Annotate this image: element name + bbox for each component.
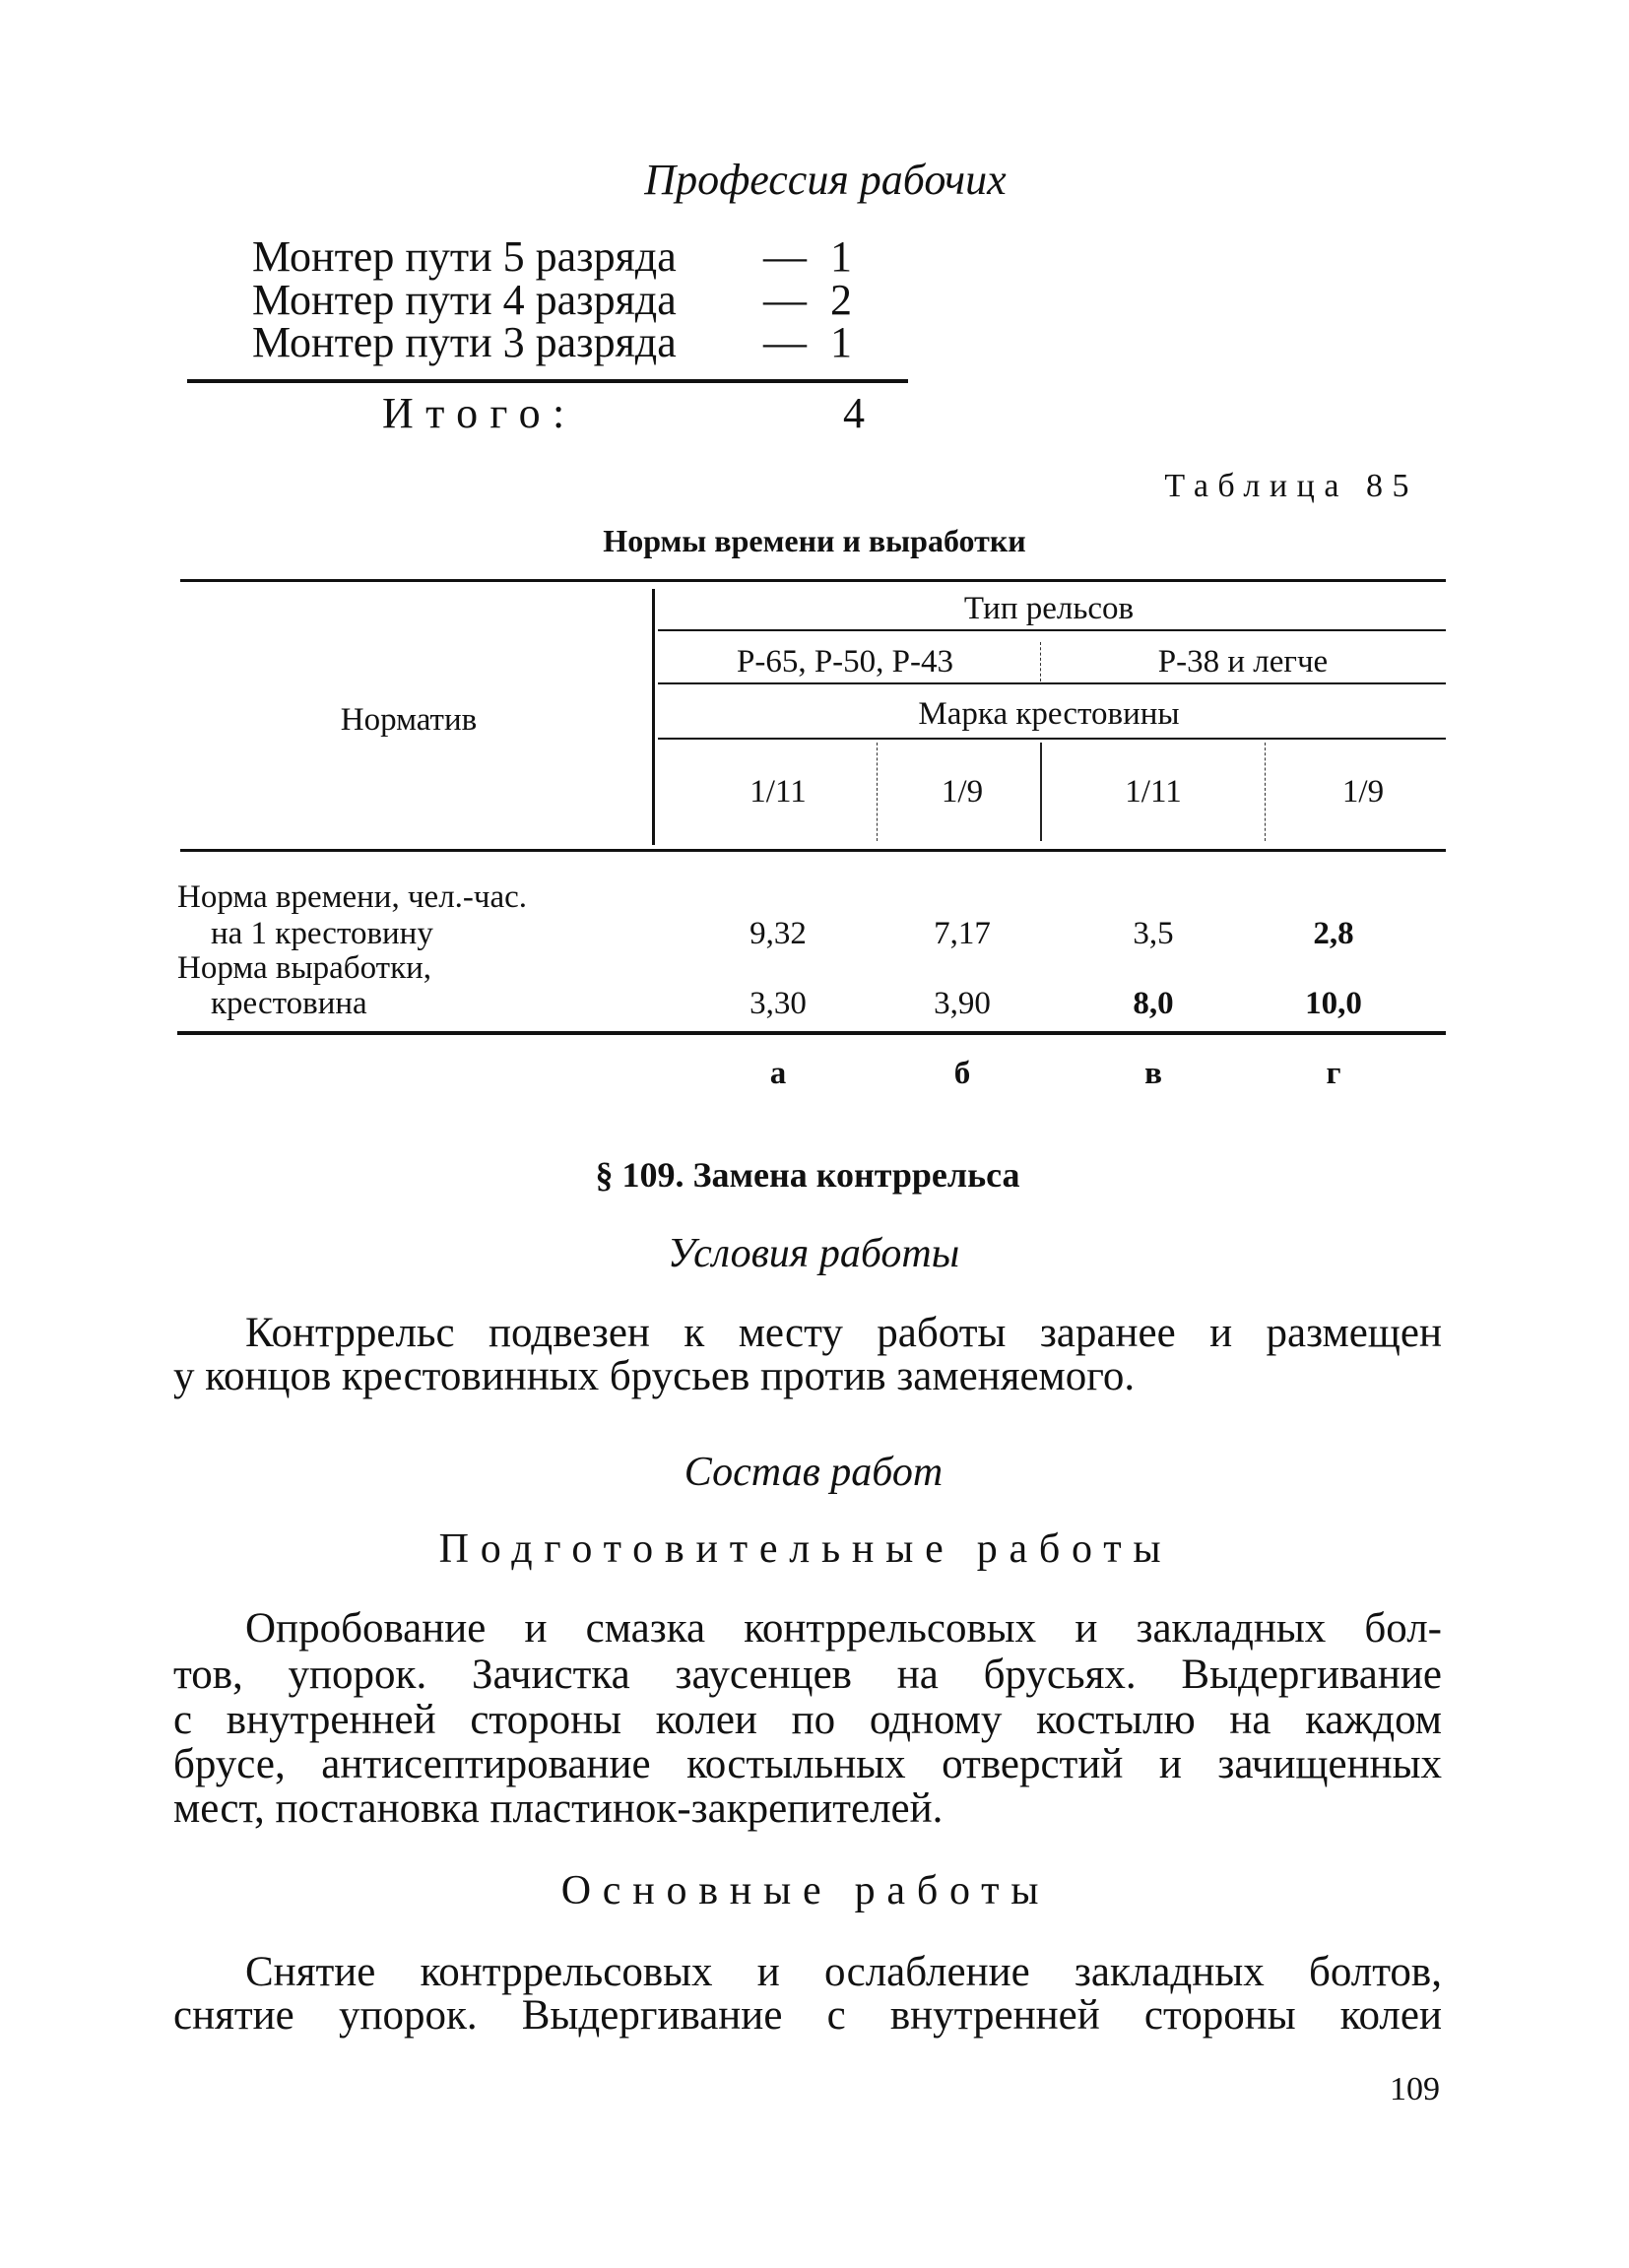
paragraph-line: брусе, антисептирование костыльных отверстий и зачищенных xyxy=(173,1741,1442,1787)
paragraph-line: мест, постановка пластинок-закрепителей. xyxy=(173,1785,944,1832)
cell: 3,5 xyxy=(1133,916,1174,951)
header-mark: 1/9 xyxy=(1341,774,1385,810)
crew-title: Профессия рабочих xyxy=(644,156,1007,204)
paragraph-line: Опробование и смазка контррельсовых и закладных бол- xyxy=(245,1605,1442,1652)
rule xyxy=(1265,743,1266,841)
main-works-title: Основные работы xyxy=(560,1868,1051,1913)
crew-row-count: 2 xyxy=(830,276,852,324)
row-label: крестовина xyxy=(211,986,367,1021)
section-heading: § 109. Замена контррельса xyxy=(595,1155,1020,1195)
row-label: Норма выработки, xyxy=(177,950,432,986)
rule xyxy=(1040,743,1042,841)
paragraph-line: с внутренней стороны колеи по одному костылю на каждом xyxy=(173,1697,1442,1743)
cell: 2,8 xyxy=(1313,916,1354,951)
cell: 8,0 xyxy=(1133,986,1174,1021)
table-top-rule xyxy=(180,579,1446,582)
rule xyxy=(877,743,878,841)
rule xyxy=(658,629,1446,631)
row-label: на 1 крестовину xyxy=(211,916,433,951)
rule xyxy=(658,738,1446,740)
crew-row-dash: — xyxy=(763,232,807,281)
paragraph-line: тов, упорок. Зачистка заусенцев на брусьях. Выдергивание xyxy=(173,1652,1442,1698)
column-letter: в xyxy=(1144,1056,1162,1091)
table-header-divider xyxy=(652,589,655,845)
rule xyxy=(1040,642,1041,681)
header-mark: 1/11 xyxy=(749,774,807,810)
crew-row-dash: — xyxy=(763,318,807,366)
cell: 10,0 xyxy=(1305,986,1362,1021)
header-crossing-mark: Марка крестовины xyxy=(918,696,1180,732)
crew-row-count: 1 xyxy=(830,318,852,366)
header-rail-group: Р-38 и легче xyxy=(1157,644,1329,680)
rule xyxy=(658,682,1446,684)
paragraph-line: у концов крестовинных брусьев против заменяемого. xyxy=(173,1353,1136,1399)
crew-total-rule xyxy=(187,379,908,383)
header-mark: 1/9 xyxy=(941,774,984,810)
crew-total-label: Итого: xyxy=(382,389,577,437)
table-number: Таблица 85 xyxy=(1164,468,1418,504)
crew-row-label: Монтер пути 4 разряда xyxy=(252,276,677,324)
header-rail-group: Р-65, Р-50, Р-43 xyxy=(736,644,954,680)
row-label: Норма времени, чел.-час. xyxy=(177,879,528,915)
page-number: 109 xyxy=(1390,2071,1440,2107)
table-title: Нормы времени и выработки xyxy=(603,523,1026,558)
header-norm: Норматив xyxy=(340,702,478,738)
table-bottom-rule xyxy=(177,1031,1446,1035)
cell: 7,17 xyxy=(934,916,991,951)
paragraph-line: снятие упорок. Выдергивание с внутренней стороны колеи xyxy=(173,1992,1442,2039)
paragraph-line: Снятие контррельсовых и ослабление закладных болтов, xyxy=(245,1949,1442,1995)
crew-total-value: 4 xyxy=(843,389,865,437)
column-letter: г xyxy=(1326,1056,1341,1091)
cell: 3,90 xyxy=(934,986,991,1021)
prep-title: Подготовительные работы xyxy=(438,1526,1173,1572)
crew-row-dash: — xyxy=(763,276,807,324)
column-letter: а xyxy=(769,1056,787,1091)
cell: 9,32 xyxy=(749,916,807,951)
column-letter: б xyxy=(953,1056,971,1091)
cell: 3,30 xyxy=(749,986,807,1021)
paragraph-line: Контррельс подвезен к месту работы заранее и размещен xyxy=(245,1310,1442,1356)
crew-row-label: Монтер пути 5 разряда xyxy=(252,232,677,281)
header-rail-type: Тип рельсов xyxy=(963,591,1135,626)
conditions-title: Условия работы xyxy=(667,1231,960,1276)
crew-row-label: Монтер пути 3 разряда xyxy=(252,318,677,366)
composition-title: Состав работ xyxy=(684,1450,944,1495)
table-header-bottom-rule xyxy=(180,849,1446,852)
crew-row-count: 1 xyxy=(830,232,852,281)
header-mark: 1/11 xyxy=(1125,774,1182,810)
